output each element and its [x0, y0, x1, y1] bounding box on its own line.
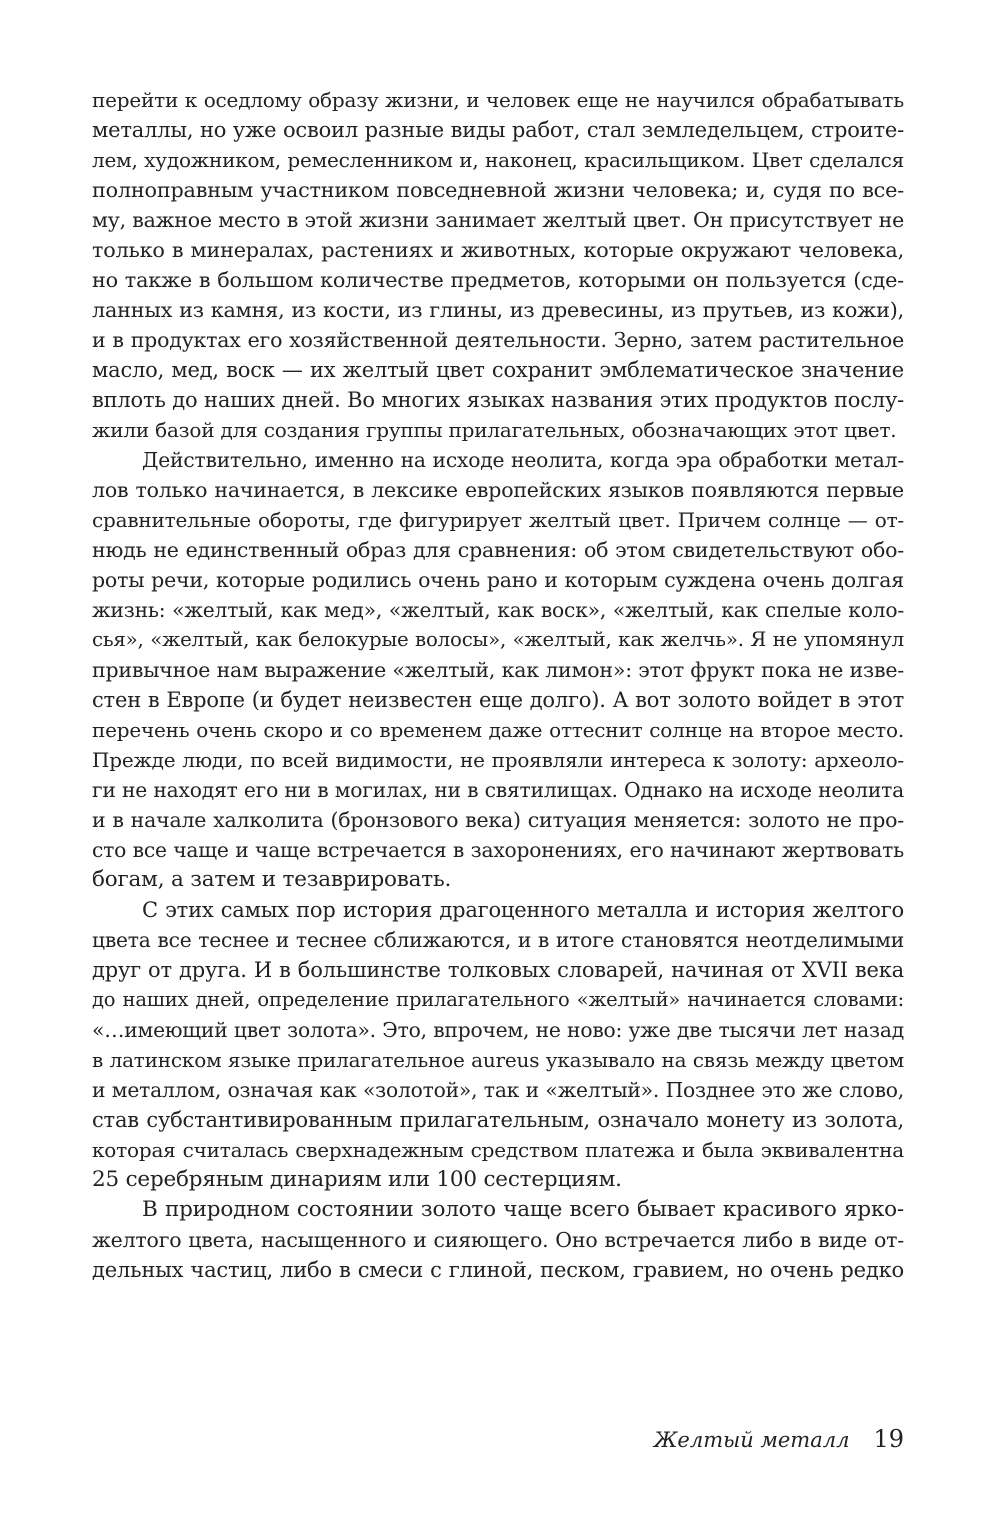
text-line: полноправным участником повседневной жизни человека; и, судя по все-: [92, 178, 904, 202]
text-line: желтого цвета, насыщенного и сияющего. Оно встречается либо в виде от-: [92, 1228, 904, 1252]
text-line: роты речи, которые родились очень рано и которым суждена очень долгая: [92, 568, 904, 592]
text-line: ланных из камня, из кости, из глины, из древесины, из прутьев, из кожи),: [92, 298, 904, 322]
text-line: Действительно, именно на исходе неолита, когда эра обработки метал-: [142, 448, 904, 472]
text-line: привычное нам выражение «желтый, как лимон»: этот фрукт пока не изве-: [92, 658, 904, 682]
text-line: но также в большом количестве предметов, которыми он пользуется (сде-: [92, 268, 904, 292]
text-line: лем, художником, ремесленником и, наконец, красильщиком. Цвет сделался: [92, 148, 904, 172]
text-line: став субстантивированным прилагательным, означало монету из золота,: [92, 1108, 904, 1132]
text-line: перейти к оседлому образу жизни, и человек еще не научился обрабатывать: [92, 88, 904, 112]
text-line: му, важное место в этой жизни занимает желтый цвет. Он присутствует не: [92, 208, 904, 232]
text-line: только в минералах, растениях и животных, которые окружают человека,: [92, 238, 904, 262]
text-line: ги не находят его ни в могилах, ни в святилищах. Однако на исходе неолита: [92, 778, 904, 802]
text-line: и в продуктах его хозяйственной деятельности. Зерно, затем растительное: [92, 328, 904, 352]
text-line: нюдь не единственный образ для сравнения: об этом свидетельствуют обо-: [92, 538, 904, 562]
text-line: и металлом, означая как «золотой», так и «желтый». Позднее это же слово,: [92, 1078, 904, 1102]
text-line: в латинском языке прилагательное aureus указывало на связь между цветом: [92, 1048, 904, 1072]
text-line: сья», «желтый, как белокурые волосы», «желтый, как желчь». Я не упомянул: [92, 628, 904, 651]
paragraph-1: [92, 85, 904, 445]
text-line: жили базой для создания группы прилагательных, обозначающих этот цвет.: [92, 418, 897, 442]
text-line: дельных частиц, либо в смеси с глиной, песком, гравием, но очень редко: [92, 1258, 904, 1282]
text-line: друг от друга. И в большинстве толковых словарей, начиная от XVII века: [92, 958, 904, 982]
text-line: С этих самых пор история драгоценного металла и история желтого: [142, 898, 904, 922]
text-line: 25 серебряным динариям или 100 сестерциям.: [92, 1167, 622, 1192]
text-line: и в начале халколита (бронзового века) ситуация меняется: золото не про-: [92, 808, 904, 832]
paragraph-2: [92, 445, 904, 895]
paragraph-4: [92, 1195, 904, 1285]
text-line: вплоть до наших дней. Во многих языках названия этих продуктов послу-: [92, 388, 904, 412]
text-line: металлы, но уже освоил разные виды работ, стал земледельцем, строите-: [92, 118, 904, 142]
paragraph-3: [92, 895, 904, 1195]
text-line: лов только начинается, в лексике европейских языков появляются первые: [92, 478, 904, 502]
text-line: перечень очень скоро и со временем даже оттеснит солнце на второе место.: [92, 718, 904, 742]
text-line: сто все чаще и чаще встречается в захоронениях, его начинают жертвовать: [92, 838, 904, 862]
text-line: стен в Европе (и будет неизвестен еще долго). А вот золото войдет в этот: [92, 688, 904, 712]
text-line: В природном состоянии золото чаще всего бывает красивого ярко-: [142, 1197, 904, 1222]
text-line: жизнь: «желтый, как мед», «желтый, как воск», «желтый, как спелые коло-: [92, 598, 904, 622]
page-footer: [654, 1425, 904, 1453]
text-line: богам, а затем и тезаврировать.: [92, 867, 452, 892]
text-line: сравнительные обороты, где фигурирует желтый цвет. Причем солнце — от-: [92, 508, 904, 532]
text-line: цвета все теснее и теснее сближаются, и в итоге становятся неотделимыми: [92, 928, 904, 952]
text-line: Прежде люди, по всей видимости, не проявляли интереса к золоту: археоло-: [92, 748, 904, 772]
text-line: масло, мед, воск — их желтый цвет сохранит эмблематическое значение: [92, 358, 904, 382]
text-line: «…имеющий цвет золота». Это, впрочем, не ново: уже две тысячи лет назад: [92, 1018, 904, 1042]
text-line: до наших дней, определение прилагательного «желтый» начинается словами:: [92, 988, 904, 1011]
text-line: которая считалась сверхнадежным средством платежа и была эквивалентна: [92, 1138, 904, 1162]
page-body: [92, 85, 904, 1285]
page-number: 19: [873, 1425, 904, 1453]
running-head: Желтый металл: [653, 1428, 850, 1452]
